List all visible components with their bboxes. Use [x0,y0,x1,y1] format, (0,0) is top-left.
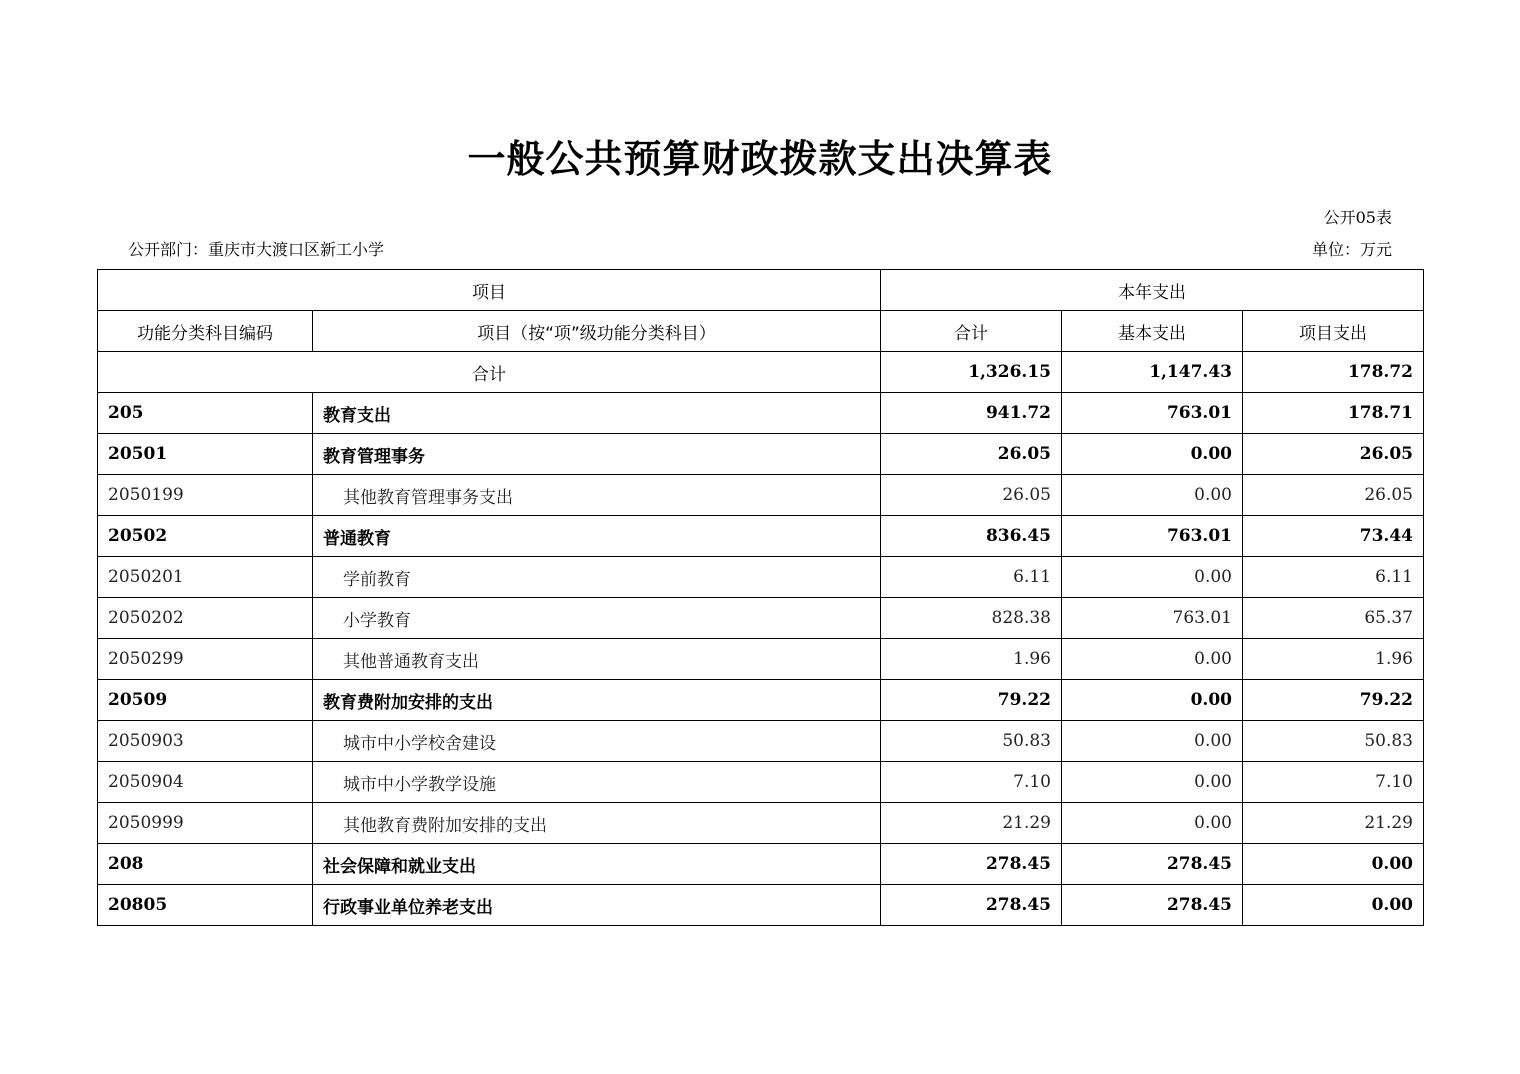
row-name: 行政事业单位养老支出 [313,885,881,926]
row-code: 2050299 [98,639,313,680]
row-total: 50.83 [881,721,1062,762]
row-code: 2050999 [98,803,313,844]
row-code: 20805 [98,885,313,926]
row-name: 普通教育 [313,516,881,557]
row-project: 0.00 [1243,844,1424,885]
item-group-header: 项目 [98,270,881,311]
row-name: 教育支出 [313,393,881,434]
row-code: 2050202 [98,598,313,639]
row-total: 79.22 [881,680,1062,721]
row-name: 其他普通教育支出 [313,639,881,680]
table-row [98,639,1424,680]
department-label: 公开部门：重庆市大渡口区新工小学 [128,240,385,259]
row-total: 26.05 [881,475,1062,516]
table-row [98,885,1424,926]
row-code: 20509 [98,680,313,721]
row-total: 278.45 [881,885,1062,926]
row-code: 20501 [98,434,313,475]
row-basic: 0.00 [1062,639,1243,680]
row-project: 21.29 [1243,803,1424,844]
total-row-project: 178.72 [1243,352,1424,393]
row-name: 社会保障和就业支出 [313,844,881,885]
table-row [98,434,1424,475]
table-row [98,598,1424,639]
project-column-header: 项目支出 [1243,311,1424,352]
row-basic: 763.01 [1062,598,1243,639]
year-expenditure-header: 本年支出 [881,270,1424,311]
row-total: 21.29 [881,803,1062,844]
row-project: 1.96 [1243,639,1424,680]
row-code: 20502 [98,516,313,557]
row-project: 26.05 [1243,434,1424,475]
row-code: 2050904 [98,762,313,803]
row-project: 6.11 [1243,557,1424,598]
row-name: 其他教育费附加安排的支出 [313,803,881,844]
row-basic: 0.00 [1062,475,1243,516]
table-row [98,803,1424,844]
row-name: 教育费附加安排的支出 [313,680,881,721]
expenditure-table [97,269,1424,926]
total-column-header: 合计 [881,311,1062,352]
row-project: 50.83 [1243,721,1424,762]
table-row [98,680,1424,721]
page-title: 一般公共预算财政拨款支出决算表 [467,137,1053,181]
row-basic: 0.00 [1062,721,1243,762]
row-total: 828.38 [881,598,1062,639]
row-total: 941.72 [881,393,1062,434]
row-project: 7.10 [1243,762,1424,803]
table-row [98,475,1424,516]
total-row [98,352,1424,393]
row-code: 2050903 [98,721,313,762]
row-basic: 0.00 [1062,803,1243,844]
table-row [98,393,1424,434]
row-basic: 0.00 [1062,680,1243,721]
row-basic: 278.45 [1062,844,1243,885]
row-code: 2050201 [98,557,313,598]
row-basic: 0.00 [1062,557,1243,598]
form-number: 公开05表 [1323,208,1392,227]
total-row-total: 1,326.15 [881,352,1062,393]
row-total: 26.05 [881,434,1062,475]
table-row [98,516,1424,557]
row-project: 0.00 [1243,885,1424,926]
table-row [98,557,1424,598]
code-column-header: 功能分类科目编码 [98,311,313,352]
table-row [98,762,1424,803]
row-name: 教育管理事务 [313,434,881,475]
row-name: 城市中小学校舍建设 [313,721,881,762]
row-total: 836.45 [881,516,1062,557]
row-code: 208 [98,844,313,885]
row-name: 小学教育 [313,598,881,639]
row-project: 26.05 [1243,475,1424,516]
row-basic: 0.00 [1062,762,1243,803]
row-project: 73.44 [1243,516,1424,557]
basic-column-header: 基本支出 [1062,311,1243,352]
name-column-header: 项目（按“项”级功能分类科目） [313,311,881,352]
row-code: 2050199 [98,475,313,516]
row-name: 学前教育 [313,557,881,598]
row-name: 其他教育管理事务支出 [313,475,881,516]
total-row-basic: 1,147.43 [1062,352,1243,393]
row-project: 178.71 [1243,393,1424,434]
row-total: 278.45 [881,844,1062,885]
row-total: 1.96 [881,639,1062,680]
row-total: 6.11 [881,557,1062,598]
total-row-label: 合计 [98,352,881,393]
row-basic: 763.01 [1062,393,1243,434]
row-code: 205 [98,393,313,434]
row-name: 城市中小学教学设施 [313,762,881,803]
row-basic: 0.00 [1062,434,1243,475]
row-basic: 763.01 [1062,516,1243,557]
row-project: 65.37 [1243,598,1424,639]
table-row [98,721,1424,762]
table-row [98,844,1424,885]
unit-label: 单位：万元 [1311,240,1392,259]
row-basic: 278.45 [1062,885,1243,926]
row-project: 79.22 [1243,680,1424,721]
row-total: 7.10 [881,762,1062,803]
